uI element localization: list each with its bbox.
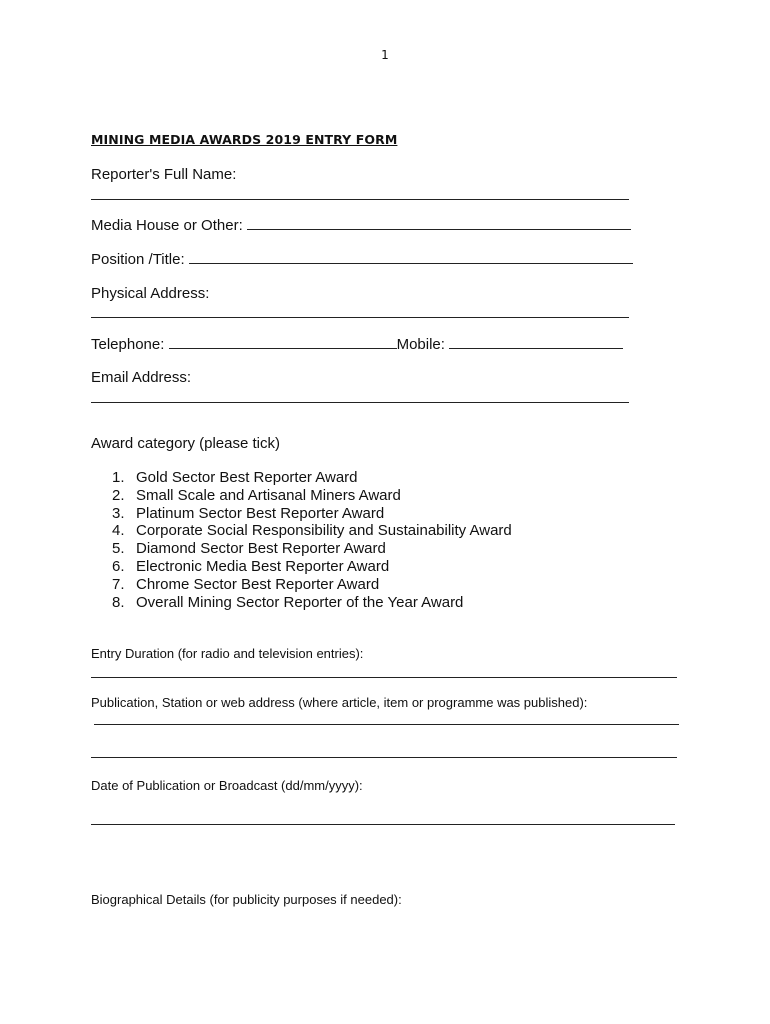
award-label: Small Scale and Artisanal Miners Award: [136, 486, 401, 504]
phone-row: [91, 335, 623, 353]
award-item[interactable]: 7. Chrome Sector Best Reporter Award: [112, 575, 380, 593]
mobile-label: Mobile:: [396, 336, 445, 353]
email-label: Email Address:: [91, 369, 192, 386]
award-item[interactable]: 3. Platinum Sector Best Reporter Award: [112, 504, 385, 522]
award-label: Overall Mining Sector Reporter of the Year Award: [136, 593, 464, 611]
physical-address-label: Physical Address:: [91, 285, 210, 302]
award-label: Gold Sector Best Reporter Award: [136, 469, 358, 486]
award-label: Electronic Media Best Reporter Award: [136, 557, 390, 575]
award-label: Platinum Sector Best Reporter Award: [136, 504, 385, 522]
reporter-name-field[interactable]: [91, 199, 629, 200]
publication-field-1[interactable]: [94, 724, 679, 725]
publication-date-field[interactable]: [91, 824, 675, 825]
position-label: Position /Title:: [91, 251, 185, 268]
award-label: Diamond Sector Best Reporter Award: [136, 540, 386, 558]
award-label: Corporate Social Responsibility and Sustainability Award: [136, 522, 512, 540]
entry-duration-label: Entry Duration (for radio and television entries):: [91, 646, 364, 661]
award-item[interactable]: 8. Overall Mining Sector Reporter of the Year Award: [112, 593, 464, 611]
award-item[interactable]: 1. Gold Sector Best Reporter Award: [112, 469, 358, 486]
position-field[interactable]: [189, 250, 633, 264]
award-label: Chrome Sector Best Reporter Award: [136, 575, 380, 593]
award-item[interactable]: 5. Diamond Sector Best Reporter Award: [112, 540, 386, 558]
mobile-field[interactable]: [449, 335, 623, 349]
publication-label: Publication, Station or web address (where article, item or programme was published):: [91, 695, 588, 710]
publication-field-2[interactable]: [91, 757, 677, 758]
entry-duration-field[interactable]: [91, 677, 677, 678]
publication-date-label: Date of Publication or Broadcast (dd/mm/yyyy):: [91, 778, 363, 793]
media-house-row: [91, 216, 631, 234]
award-category-heading: Award category (please tick): [91, 435, 280, 452]
telephone-field[interactable]: [169, 335, 397, 349]
award-item[interactable]: 6. Electronic Media Best Reporter Award: [112, 557, 390, 575]
position-row: [91, 250, 633, 268]
telephone-label: Telephone:: [91, 336, 165, 353]
reporter-name-label: Reporter's Full Name:: [91, 166, 237, 183]
page-number: 1: [381, 48, 389, 62]
form-title: MINING MEDIA AWARDS 2019 ENTRY FORM: [91, 132, 398, 147]
award-item[interactable]: 4. Corporate Social Responsibility and Sustainability Award: [112, 522, 512, 540]
physical-address-field[interactable]: [91, 317, 629, 318]
biographical-details-label: Biographical Details (for publicity purposes if needed):: [91, 892, 402, 907]
award-list: [112, 469, 512, 611]
award-item[interactable]: 2. Small Scale and Artisanal Miners Award: [112, 486, 401, 504]
media-house-field[interactable]: [247, 216, 631, 230]
media-house-label: Media House or Other:: [91, 217, 243, 234]
email-field[interactable]: [91, 402, 629, 403]
